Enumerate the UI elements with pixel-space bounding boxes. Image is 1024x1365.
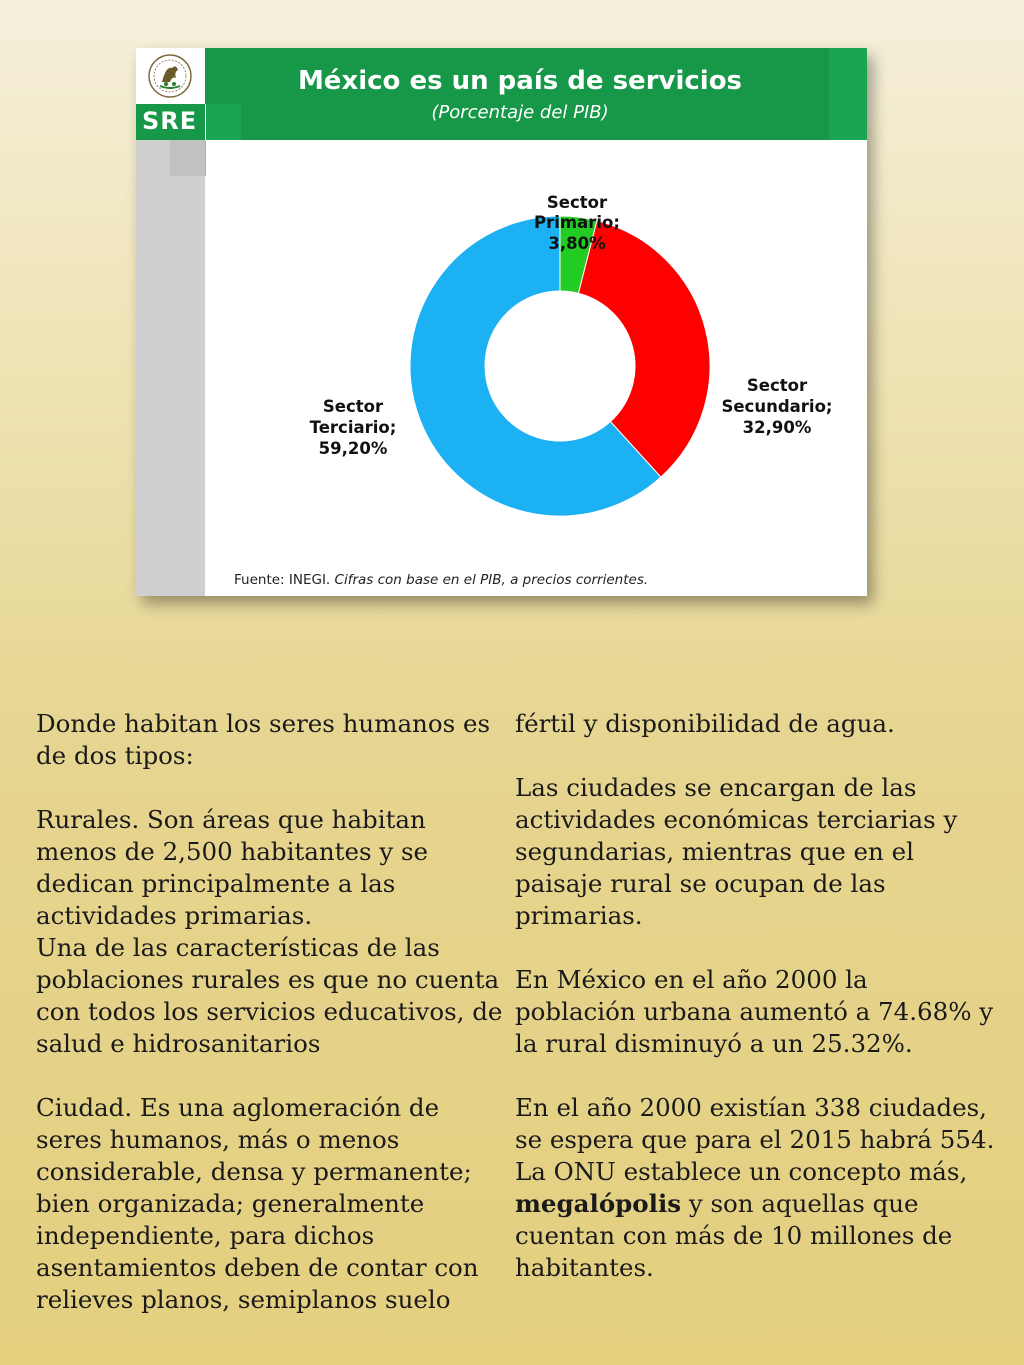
megalopolis-term: megalópolis <box>515 1189 682 1218</box>
label-secundario <box>721 376 832 437</box>
donut-slices <box>410 216 710 516</box>
paragraph-ciudades-actividades: Las ciudades se encargan de las actividades económicas terciarias y segundarias, mientras que en el paisaje rural se ocupan de las primarias. <box>515 773 958 930</box>
label-terciario <box>310 397 397 458</box>
paragraph-ciudades-2015 <box>515 1092 995 1284</box>
chart-source-label: Fuente: INEGI. <box>234 572 331 588</box>
text-column-left <box>36 708 506 1348</box>
paragraph-intro: Donde habitan los seres humanos es de dos tipos: <box>36 709 491 770</box>
header-right-tab <box>829 48 867 140</box>
paragraph-ciudades-2015-a: En el año 2000 existían 338 ciudades, se espera que para el 2015 habrá 554. La ONU establece un concepto más, <box>515 1093 995 1186</box>
paragraph-continuation: fértil y disponibilidad de agua. <box>515 709 895 738</box>
text-column-right <box>515 708 995 1316</box>
brand-label: SRE <box>142 107 198 135</box>
paragraph-poblacion-2000: En México en el año 2000 la población urbana aumentó a 74.68% y la rural disminuyó a un 25.32%. <box>515 965 994 1058</box>
chart-source <box>234 572 648 588</box>
chart-source-note: Cifras con base en el PIB, a precios corrientes. <box>334 572 649 588</box>
slide-title: México es un país de servicios <box>297 66 743 96</box>
label-primario-line2: Primario; <box>534 213 620 232</box>
slide-sidebar-strip <box>136 140 205 596</box>
label-secundario-value: 32,90% <box>742 418 812 437</box>
label-primario-value: 3,80% <box>548 234 606 253</box>
slide-subtitle: (Porcentaje del PIB) <box>431 102 609 123</box>
label-secundario-line2: Secundario; <box>721 397 833 416</box>
paragraph-ciudades-2015-c: y son aquellas que cuentan con más de 10 millones de habitantes. <box>515 1189 953 1282</box>
donut-chart <box>205 140 867 596</box>
paragraph-rurales-caracteristicas: Una de las características de las poblaciones rurales es que no cuenta con todos los servicios educativos, de salud e hidrosanitarios <box>36 933 503 1058</box>
paragraph-ciudad: Ciudad. Es una aglomeración de seres humanos, más o menos considerable, densa y permanente; bien organizada; generalmente independiente, para dichos asentamientos deben de contar con relieves planos, semiplanos suelo <box>36 1093 479 1314</box>
label-primario-line1: Sector <box>546 193 608 212</box>
label-terciario-line1: Sector <box>322 397 384 416</box>
paragraph-rurales: Rurales. Son áreas que habitan menos de 2,500 habitantes y se dedican principalmente a las actividades primarias. <box>36 805 429 930</box>
sre-divider <box>205 104 241 140</box>
label-terciario-line2: Terciario; <box>309 418 397 437</box>
chart-slide <box>136 48 867 596</box>
slide-header <box>136 48 867 140</box>
slide-sidebar-box <box>170 140 206 176</box>
eagle-emblem-icon <box>136 48 205 104</box>
label-secundario-line1: Sector <box>746 376 808 395</box>
label-terciario-value: 59,20% <box>318 439 388 458</box>
coat-of-arms-logo <box>136 48 205 104</box>
